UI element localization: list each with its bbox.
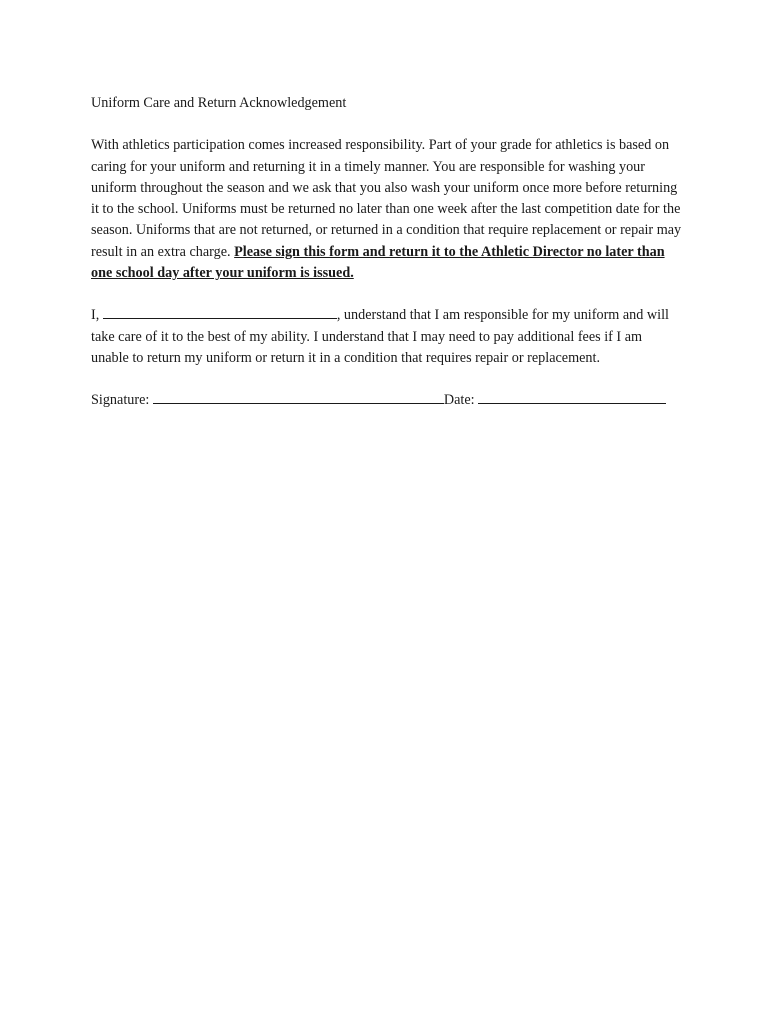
acknowledgement-paragraph (91, 305, 683, 369)
signature-label: Signature: (91, 392, 150, 409)
intro-paragraph (91, 135, 683, 284)
signature-row (91, 390, 683, 411)
ack-prefix: I, (91, 307, 100, 324)
date-blank-line[interactable] (478, 390, 666, 404)
date-label: Date: (443, 392, 475, 409)
ack-text: , understand that I am responsible for my uniform and will take care of it to the best of my ability. I understand that I may need to pay additional fees if I am unable to return my uniform or return it in a condition that requires repair or replacement. (91, 307, 669, 366)
form-title: Uniform Care and Return Acknowledgement (91, 95, 347, 111)
form-content (91, 93, 683, 426)
name-blank-line[interactable] (103, 305, 337, 319)
intro-text: With athletics participation comes increased responsibility. Part of your grade for athletics is based on caring for your uniform and returning it in a timely manner. You are responsible for washing your uniform throughout the season and we ask that you also wash your uniform once more before returning it to the school. Uniforms must be returned no later than one week after the last competition date for the season. Uniforms that are not returned, or returned in a condition that require replacement or repair may result in an extra charge. (91, 137, 682, 260)
instruction-text: Please sign this form and return it to the Athletic Director no later than one school day after your uniform is issued. (91, 243, 665, 282)
signature-blank-line[interactable] (153, 390, 444, 404)
